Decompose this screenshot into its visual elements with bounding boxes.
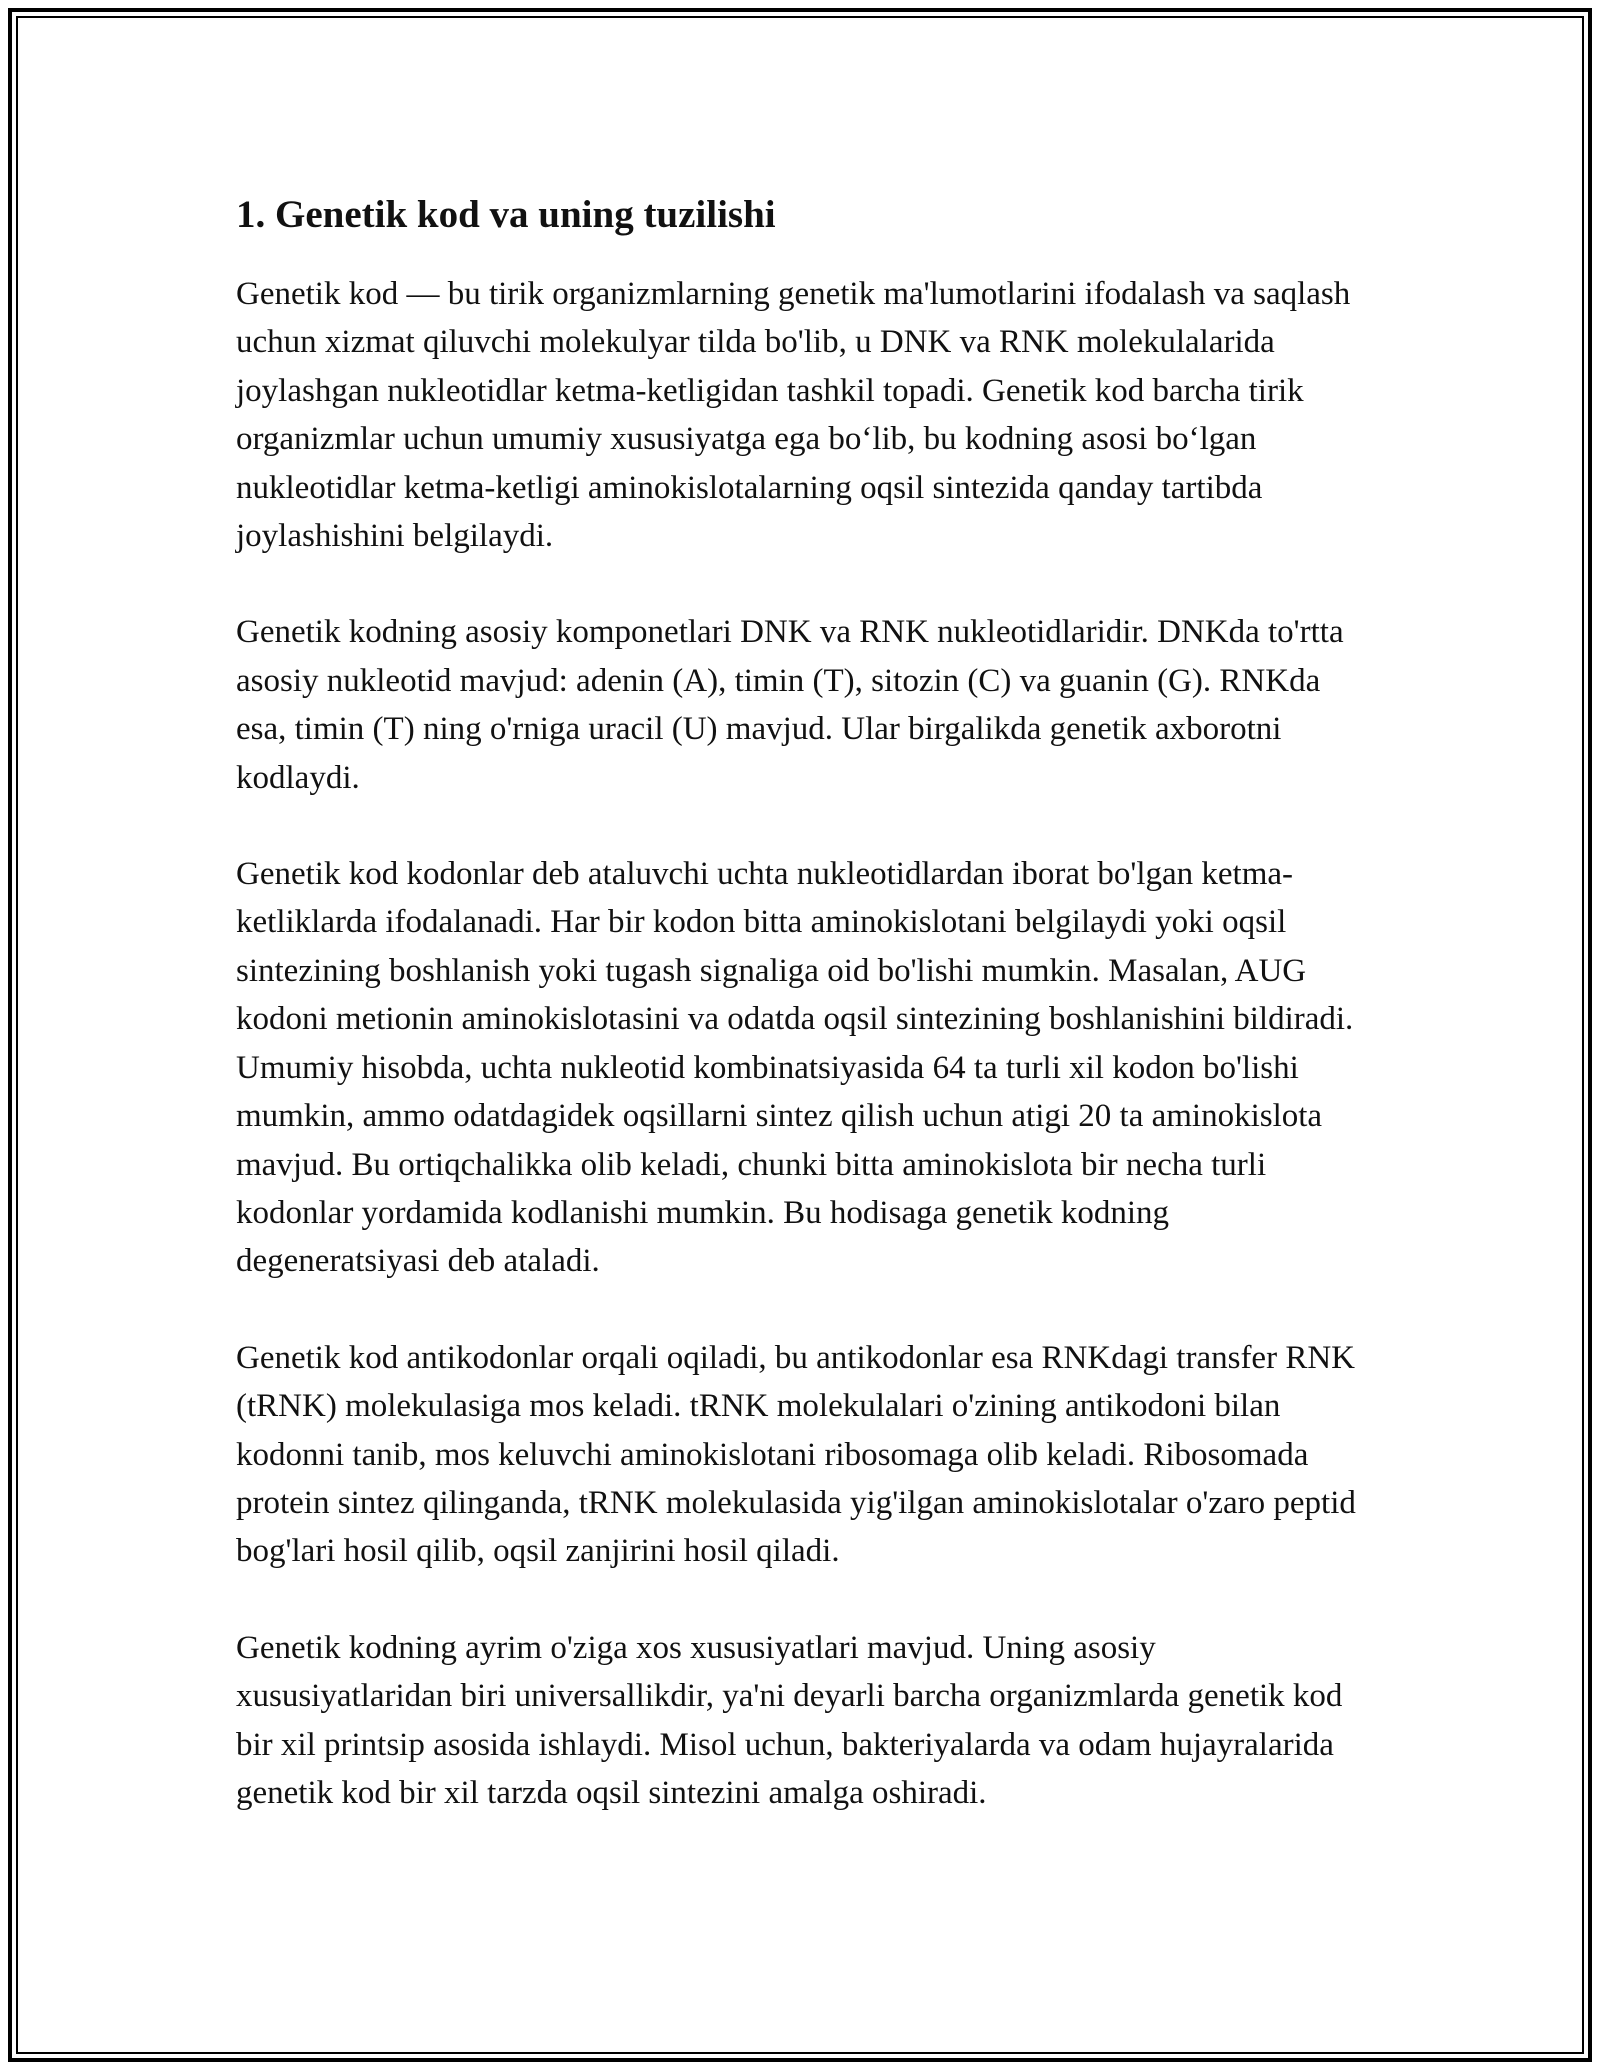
paragraph-definition: Genetik kod — bu tirik organizmlarning genetik ma'lumotlarini ifodalash va saqlash uchun xizmat qiluvchi molekulyar tilda bo'lib, u DNK va RNK molekulalarida joylashgan nukleotidlar ketma-ketligidan tashkil topadi. Genetik kod barcha tirik organizmlar uchun umumiy xususiyatga ega bo‘lib, bu kodning asosi bo‘lgan nukleotidlar ketma-ketligi aminokislotalarning oqsil sintezida qanday tartibda joylashishini belgilaydi. — [236, 276, 1351, 555]
section-heading: 1. Genetik kod va uning tuzilishi — [236, 193, 776, 236]
paragraph-codons: Genetik kod kodonlar deb ataluvchi uchta nukleotidlardan iborat bo'lgan ketma-ketliklarda ifodalanadi. Har bir kodon bitta aminokislotani belgilaydi yoki oqsil sintezining boshlanish yoki tugash signaliga oid bo'lishi mumkin. Masalan, AUG kodoni metionin aminokislotasini va odatda oqsil sintezining boshlanishini bildiradi. Umumiy hisobda, uchta nukleotid kombinatsiyasida 64 ta turli xil kodon bo'lishi mumkin, ammo odatdagidek oqsillarni sintez qilish uchun atigi 20 ta aminokislota mavjud. Bu ortiqchalikka olib keladi, chunki bitta aminokislota bir necha turli kodonlar yordamida kodlanishi mumkin. Bu hodisaga genetik kodning degeneratsiyasi deb ataladi. — [236, 856, 1354, 1280]
paragraph-anticodons: Genetik kod antikodonlar orqali oqiladi, bu antikodonlar esa RNKdagi transfer RNK (tRNK) molekulasiga mos keladi. tRNK molekulalari o'zining antikodoni bilan kodonni tanib, mos keluvchi aminokislotani ribosomaga olib keladi. Ribosomada protein sintez qilinganda, tRNK molekulasida yig'ilgan aminokislotalar o'zaro peptid bog'lari hosil qilib, oqsil zanjirini hosil qiladi. — [236, 1339, 1356, 1570]
paragraph-properties: Genetik kodning ayrim o'ziga xos xususiyatlari mavjud. Uning asosiy xususiyatlaridan biri universallikdir, ya'ni deyarli barcha organizmlarda genetik kod bir xil printsip asosida ishlaydi. Misol uchun, bakteriyalarda va odam hujayralarida genetik kod bir xil tarzda oqsil sintezini amalga oshiradi. — [236, 1629, 1343, 1811]
document-body — [236, 180, 1376, 1865]
paragraph-nucleotides: Genetik kodning asosiy komponetlari DNK va RNK nukleotidlaridir. DNKda to'rtta asosiy nukleotid mavjud: adenin (A), timin (T), sitozin (C) va guanin (G). RNKda esa, timin (T) ning o'rniga uracil (U) mavjud. Ular birgalikda genetik axborotni kodlaydi. — [236, 614, 1344, 796]
